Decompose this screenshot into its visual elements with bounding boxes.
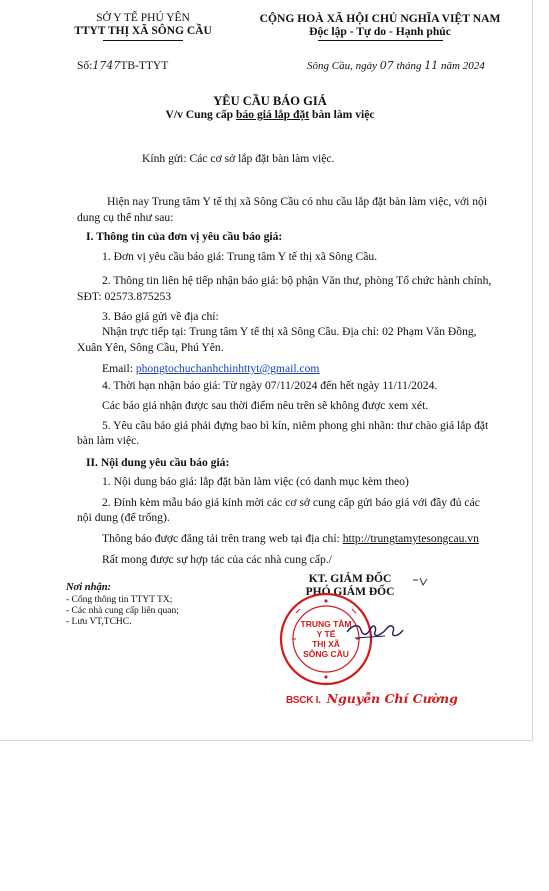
section-1-item-5-line-2: bàn làm việc.: [77, 434, 140, 447]
section-2-item-2-line-2: nội dung (để trống).: [77, 511, 170, 524]
motto-underline: [318, 40, 443, 41]
greeting: Kính gửi: Các cơ sở lắp đặt bàn làm việc.: [142, 152, 335, 165]
document-number-handwritten: 1747: [92, 59, 121, 72]
section-1-item-4-note: Các báo giá nhận được sau thời điểm nêu trên sẽ không được xem xét.: [102, 399, 429, 412]
recipient-item: - Lưu VT,TCHC.: [66, 617, 132, 627]
initial-mark: [412, 574, 428, 584]
signer-prefix: BSCK I.: [286, 695, 321, 706]
recipient-item: - Các nhà cung cấp liên quan;: [66, 606, 179, 616]
document-number-suffix: TB-TTYT: [120, 60, 169, 72]
closing-line: Rất mong được sự hợp tác của các nhà cung cấp./: [102, 553, 332, 566]
recipients-label: Nơi nhận:: [66, 582, 112, 593]
section-1-item-1: 1. Đơn vị yêu cầu báo giá: Trung tâm Y tế thị xã Sông Cầu.: [102, 250, 378, 263]
section-1-item-3: 3. Báo giá gửi về địa chỉ:: [102, 310, 219, 323]
document-title: YÊU CẦU BÁO GIÁ: [213, 94, 327, 108]
website-notice-prefix: Thông báo được đăng tải trên trang web tại địa chỉ:: [102, 532, 343, 545]
seal-line: Y TẾ: [316, 629, 336, 639]
issue-date: [307, 59, 485, 72]
date-year: năm 2024: [441, 60, 485, 72]
address-line-1: Nhận trực tiếp tại: Trung tâm Y tế thị xã Sông Cầu. Địa chỉ: 02 Phạm Văn Đồng,: [102, 325, 477, 338]
date-month-handwritten: 11: [424, 59, 439, 72]
nation-title: CỘNG HOÀ XÃ HỘI CHỦ NGHĨA VIỆT NAM: [259, 12, 501, 25]
section-2-item-2-line-1: 2. Đính kèm mẫu báo giá kính mời các cơ sở cung cấp gửi báo giá với đầy đủ các: [102, 496, 480, 509]
recipient-item: - Cổng thông tin TTYT TX;: [66, 595, 173, 605]
subject-suffix: bàn làm việc: [309, 108, 375, 121]
section-2-item-1: 1. Nội dung báo giá: lắp đặt bàn làm việc (có danh mục kèm theo): [102, 475, 409, 488]
signature-title-1: KT. GIÁM ĐỐC: [308, 573, 392, 585]
document-subject: [140, 108, 400, 121]
address-line-2: Xuân Yên, Sông Cầu, Phú Yên.: [77, 341, 224, 354]
seal-line: THỊ XÃ: [312, 639, 340, 649]
seal-line: TRUNG TÂM: [300, 619, 352, 629]
intro-line-1: Hiện nay Trung tâm Y tế thị xã Sông Cầu có nhu cầu lắp đặt bàn làm việc, với nội: [107, 195, 488, 208]
email-link[interactable]: phongtochuchanhchinhttyt@gmail.com: [135, 362, 320, 375]
seal-line: SÔNG CẦU: [303, 649, 349, 659]
website-notice: [102, 532, 479, 546]
date-place: Sông Cầu, ngày: [307, 60, 377, 72]
signature-title-2: PHÓ GIÁM ĐỐC: [305, 586, 395, 598]
handwritten-signature: [345, 618, 405, 644]
website-link[interactable]: http://trungtamytesongcau.vn: [342, 532, 479, 545]
center-name: TTYT THỊ XÃ SÔNG CẦU: [74, 25, 212, 37]
email-label: Email:: [102, 362, 136, 375]
subject-underlined: báo giá lắp đặt: [236, 108, 310, 121]
intro-line-2: dung cụ thể như sau:: [77, 211, 174, 224]
center-name-underline: [103, 40, 183, 41]
section-1-heading: I. Thông tin của đơn vị yêu cầu báo giá:: [86, 230, 283, 243]
subject-prefix: V/v Cung cấp: [165, 108, 237, 121]
section-1-item-4: 4. Thời hạn nhận báo giá: Từ ngày 07/11/2024 đến hết ngày 11/11/2024.: [102, 379, 438, 392]
section-2-heading: II. Nội dung yêu cầu báo giá:: [86, 456, 230, 469]
section-1-item-2-line-2: SĐT: 02573.875253: [77, 290, 172, 303]
section-1-item-2-line-1: 2. Thông tin liên hệ tiếp nhận báo giá: bộ phận Văn thư, phòng Tổ chức hành chính,: [102, 274, 492, 287]
date-month-label: tháng: [396, 60, 422, 72]
email-row: [102, 362, 319, 376]
national-motto: Độc lập - Tự do - Hạnh phúc: [309, 25, 451, 38]
date-day-handwritten: 07: [379, 59, 394, 72]
ministry-name: SỞ Y TẾ PHÚ YÊN: [96, 12, 190, 24]
section-1-item-5-line-1: 5. Yêu cầu báo giá phải đựng bao bì kín, niêm phong ghi nhãn: thư chào giá lắp đặt: [102, 419, 489, 432]
signer-full-name: Nguyễn Chí Cường: [326, 691, 458, 706]
document-number-prefix: Số:: [77, 60, 93, 72]
signer-name: [286, 690, 458, 708]
document-number: [77, 59, 168, 72]
